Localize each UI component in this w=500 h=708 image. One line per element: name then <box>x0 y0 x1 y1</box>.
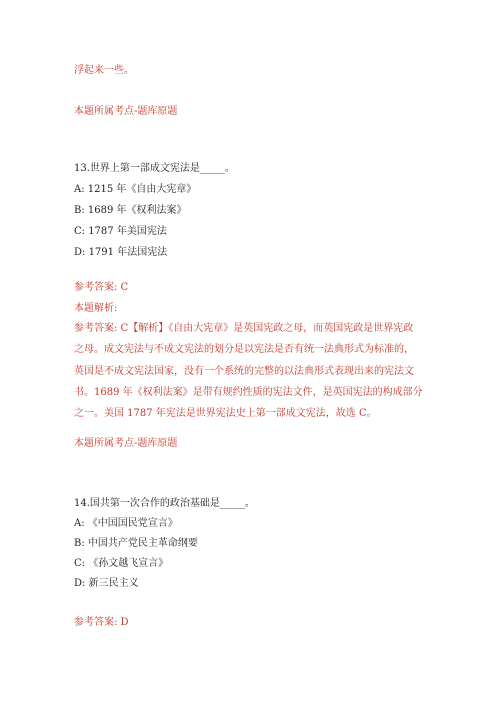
question-13-option-c: C: 1787 年美国宪法 <box>74 226 167 237</box>
question-14-option-d: D: 新三民主义 <box>74 578 139 589</box>
question-13-option-b: B: 1689 年《权利法案》 <box>74 205 187 216</box>
analysis-line: 英国是不成文宪法国家，没有一个系统的完整的以法典形式表现出来的宪法文 <box>74 365 414 377</box>
analysis-line: 参考答案: C【解析】《自由大宪章》是英国宪政之母，而英国宪政是世界宪政 <box>74 323 414 334</box>
question-13-option-a: A: 1215 年《自由大宪章》 <box>74 184 197 195</box>
question-13-text: 13.世界上第一部成文宪法是_____。 <box>74 163 235 174</box>
analysis-line: 之一。美国 1787 年宪法是世界宪法史上第一部成文宪法，故选 C。 <box>74 408 377 420</box>
question-14-answer: 参考答案: D <box>74 617 129 628</box>
question-14-option-b: B: 中国共产党民主革命纲要 <box>74 538 198 549</box>
analysis-line: 书。1689 年《权利法案》是带有规约性质的宪法文件，是英国宪法的构成部分 <box>74 386 423 398</box>
topic-link[interactable]: 本题所属考点-题库原题 <box>74 438 178 449</box>
question-13-analysis <box>74 318 440 424</box>
analysis-line: 之母。成文宪法与不成文宪法的划分是以宪法是否有统一法典形式为标准的， <box>74 344 414 356</box>
question-14-option-c: C: 《孙文越飞宣言》 <box>74 558 169 569</box>
question-13-option-d: D: 1791 年法国宪法 <box>74 247 168 258</box>
question-13-analysis-title: 本题解析: <box>74 303 118 314</box>
topic-link[interactable]: 本题所属考点-题库原题 <box>74 106 178 117</box>
question-14-option-a: A: 《中国国民党宣言》 <box>74 518 178 529</box>
question-13-answer: 参考答案: C <box>74 282 129 293</box>
previous-answer-fragment: 浮起来一些。 <box>74 65 134 76</box>
question-14-text: 14.国共第一次合作的政治基础是_____。 <box>74 498 255 509</box>
